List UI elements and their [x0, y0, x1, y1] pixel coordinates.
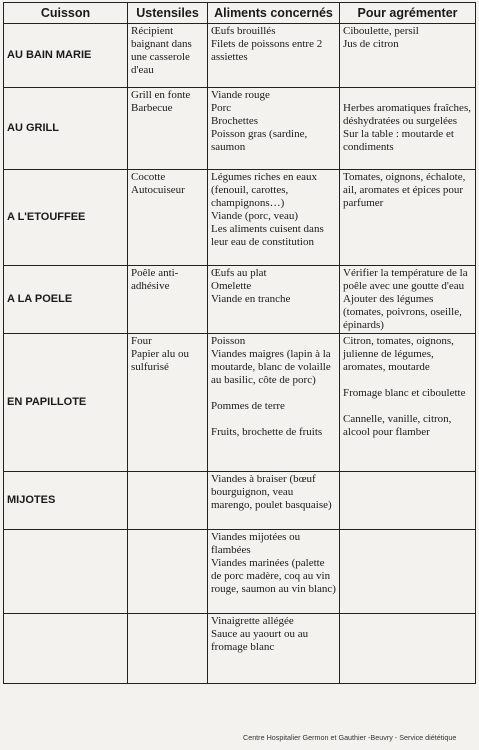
table-row	[4, 334, 476, 472]
aliment-item: Œufs brouillés	[211, 25, 276, 37]
aliments-cell	[208, 170, 340, 266]
method-cell: A LA POELE	[4, 266, 128, 334]
aliment-item: Viandes à braiser (bœuf bourguignon, veau marengo, poulet basquaise)	[211, 473, 332, 511]
aliments-cell	[208, 266, 340, 334]
header-agrementer: Pour agrémenter	[340, 3, 476, 24]
aliment-item: Légumes riches en eaux (fenouil, carottes, champignons…)	[211, 171, 317, 209]
agrementer-item: Vérifier la température de la poêle avec une goutte d'eau	[343, 267, 468, 292]
agrementer-item: Cannelle, vanille, citron, alcool pour flamber	[343, 413, 452, 438]
agrementer-item: Fromage blanc et ciboulette	[343, 387, 466, 399]
ustensile-item: Autocuiseur	[131, 184, 185, 196]
aliment-item: Les aliments cuisent dans leur eau de constitution	[211, 223, 324, 248]
footer-credit: Centre Hospitalier Germon et Gauthier -Beuvry - Service diététique	[243, 733, 457, 742]
aliments-cell	[208, 614, 340, 684]
table-row	[4, 530, 476, 614]
aliment-item: Omelette	[211, 280, 252, 292]
agrementer-cell	[340, 24, 476, 88]
ustensile-item: Poêle anti-adhésive	[131, 267, 179, 292]
aliment-item: Pommes de terre	[211, 400, 285, 412]
aliments-cell	[208, 472, 340, 530]
ustensile-item: Cocotte	[131, 171, 166, 183]
header-aliments: Aliments concernés	[208, 3, 340, 24]
aliment-item: Porc	[211, 102, 232, 114]
method-cell: EN PAPILLOTE	[4, 334, 128, 472]
ustensiles-cell	[128, 472, 208, 530]
ustensiles-cell	[128, 614, 208, 684]
ustensile-item: Four	[131, 335, 152, 347]
table-row	[4, 88, 476, 170]
aliment-item: Viandes maigres (lapin à la moutarde, blanc de volaille au basilic, côte de porc)	[211, 348, 331, 386]
table-header-row	[4, 3, 476, 24]
header-ustensiles: Ustensiles	[128, 3, 208, 24]
agrementer-item: Jus de citron	[343, 38, 399, 50]
ustensiles-cell	[128, 334, 208, 472]
agrementer-cell	[340, 334, 476, 472]
agrementer-item: Ajouter des légumes (tomates, poivrons, oseille, épinards)	[343, 293, 462, 331]
table-row	[4, 24, 476, 88]
aliment-item: Fruits, brochette de fruits	[211, 426, 323, 438]
aliment-item: Poisson	[211, 335, 246, 347]
agrementer-cell	[340, 88, 476, 170]
ustensile-item: Grill en fonte	[131, 89, 191, 101]
agrementer-cell	[340, 170, 476, 266]
ustensiles-cell	[128, 88, 208, 170]
aliments-cell	[208, 88, 340, 170]
cooking-methods-table	[3, 2, 476, 684]
aliment-item: Brochettes	[211, 115, 259, 127]
agrementer-item: Tomates, oignons, échalote, ail, aromates et épices pour parfumer	[343, 171, 466, 209]
aliment-item: Œufs au plat	[211, 267, 267, 279]
agrementer-item: Sur la table : moutarde et condiments	[343, 128, 454, 153]
aliment-item: Viande en tranche	[211, 293, 291, 305]
ustensiles-cell	[128, 170, 208, 266]
agrementer-cell	[340, 266, 476, 334]
ustensiles-cell	[128, 24, 208, 88]
table-row	[4, 472, 476, 530]
aliment-item: Filets de poissons entre 2 assiettes	[211, 38, 323, 63]
agrementer-cell	[340, 530, 476, 614]
method-cell: A L'ETOUFFEE	[4, 170, 128, 266]
aliment-item: Viande (porc, veau)	[211, 210, 298, 222]
ustensile-item: Barbecue	[131, 102, 173, 114]
ustensiles-cell	[128, 266, 208, 334]
agrementer-item: Herbes aromatiques fraîches, déshydratées ou surgelées	[343, 102, 471, 127]
agrementer-item: Citron, tomates, oignons, julienne de légumes, aromates, moutarde	[343, 335, 454, 373]
method-cell: AU BAIN MARIE	[4, 24, 128, 88]
table-row	[4, 266, 476, 334]
aliment-item: Sauce au yaourt ou au fromage blanc	[211, 628, 309, 653]
aliment-item: Viandes marinées (palette de porc madère, coq au vin rouge, saumon au vin blanc)	[211, 557, 336, 595]
agrementer-item: Ciboulette, persil	[343, 25, 419, 37]
aliments-cell	[208, 24, 340, 88]
agrementer-cell	[340, 472, 476, 530]
aliments-cell	[208, 530, 340, 614]
ustensile-item: Papier alu ou sulfurisé	[131, 348, 190, 373]
ustensiles-cell	[128, 530, 208, 614]
aliments-cell	[208, 334, 340, 472]
table-row	[4, 614, 476, 684]
aliment-item: Vinaigrette allégée	[211, 615, 294, 627]
aliment-item: Poisson gras (sardine, saumon	[211, 128, 308, 153]
method-cell	[4, 530, 128, 614]
agrementer-cell	[340, 614, 476, 684]
ustensile-item: Récipient baignant dans une casserole d'eau	[131, 25, 192, 76]
method-cell: MIJOTES	[4, 472, 128, 530]
table-row	[4, 170, 476, 266]
aliment-item: Viande rouge	[211, 89, 270, 101]
header-cuisson: Cuisson	[4, 3, 128, 24]
aliment-item: Viandes mijotées ou flambées	[211, 531, 301, 556]
method-cell: AU GRILL	[4, 88, 128, 170]
method-cell	[4, 614, 128, 684]
